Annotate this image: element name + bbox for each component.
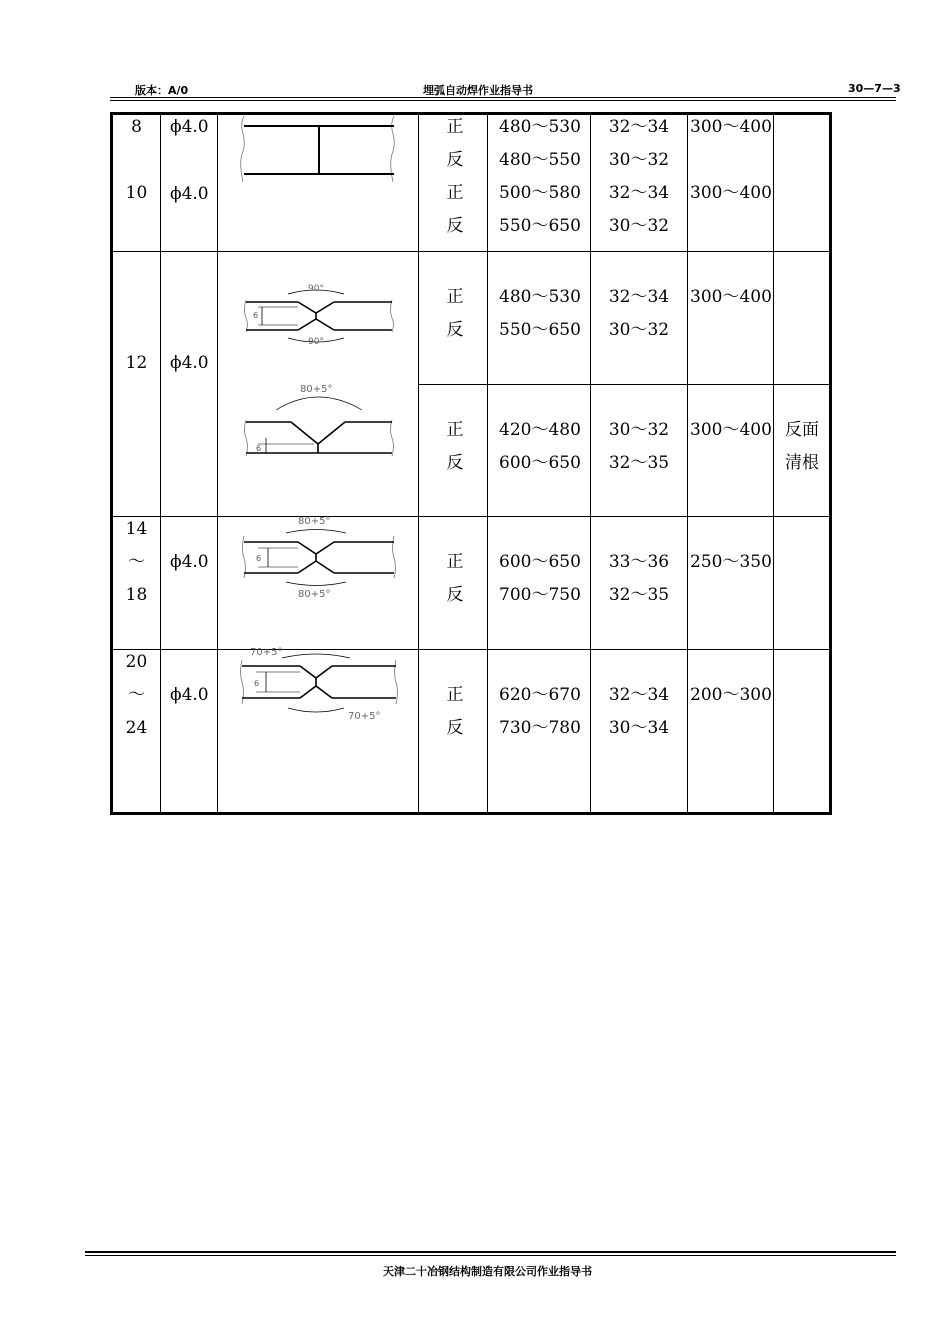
groove-angle-label: 80+5° (300, 384, 333, 395)
groove-angle-label: 90° (308, 337, 324, 347)
current-cell: 600～650 (499, 552, 581, 572)
side-cell: 正 (446, 420, 464, 440)
note-cell: 反面 (785, 420, 819, 440)
double-v-groove-diagram (236, 280, 406, 350)
column-divider (418, 115, 419, 812)
thickness-cell: 10 (125, 183, 148, 203)
thickness-cell: 18 (125, 585, 148, 605)
wire-diameter-cell: ϕ4.0 (170, 353, 209, 373)
column-divider (160, 115, 161, 812)
voltage-cell: 30～32 (608, 420, 670, 440)
side-cell: 反 (446, 150, 464, 170)
row-divider (113, 516, 829, 517)
voltage-cell: 32～35 (608, 585, 670, 605)
side-cell: 正 (446, 685, 464, 705)
row-divider (113, 649, 829, 650)
column-divider (687, 115, 688, 812)
footer-rule (85, 1251, 896, 1253)
side-cell: 反 (446, 216, 464, 236)
thickness-cell: ～ (128, 685, 145, 705)
side-cell: 反 (446, 718, 464, 738)
current-cell: 550～650 (499, 320, 581, 340)
speed-cell: 300～400 (690, 183, 772, 203)
current-cell: 480～530 (499, 117, 581, 137)
side-cell: 正 (446, 552, 464, 572)
voltage-cell: 32～34 (608, 183, 670, 203)
voltage-cell: 30～32 (608, 216, 670, 236)
header-title: 埋弧自动焊作业指导书 (423, 84, 533, 97)
current-cell: 420～480 (499, 420, 581, 440)
header-version: 版本：A/0 (135, 84, 189, 97)
side-cell: 反 (446, 585, 464, 605)
dimension-label: 6 (256, 554, 262, 563)
voltage-cell: 33～36 (608, 552, 670, 572)
thickness-cell: 12 (125, 353, 148, 373)
side-cell: 正 (446, 183, 464, 203)
header-rule (110, 100, 896, 101)
groove-angle-label: 70+5° (250, 647, 283, 658)
header-rule (110, 97, 896, 98)
footer-company: 天津二十冶钢结构制造有限公司作业指导书 (383, 1265, 592, 1278)
wire-diameter-cell: ϕ4.0 (170, 552, 209, 572)
thickness-cell: 24 (125, 718, 148, 738)
groove-angle-label: 80+5° (298, 589, 331, 600)
wire-diameter-cell: ϕ4.0 (170, 117, 209, 137)
voltage-cell: 30～32 (608, 320, 670, 340)
footer-rule (85, 1255, 896, 1256)
speed-cell: 200～300 (690, 685, 772, 705)
thickness-cell: 20 (125, 652, 148, 672)
dimension-label: 6 (254, 679, 260, 688)
voltage-cell: 32～35 (608, 453, 670, 473)
voltage-cell: 32～34 (608, 117, 670, 137)
current-cell: 480～530 (499, 287, 581, 307)
thickness-cell: ～ (128, 552, 145, 572)
row-divider (113, 251, 829, 252)
single-v-groove-diagram (236, 382, 406, 472)
current-cell: 730～780 (499, 718, 581, 738)
current-cell: 700～750 (499, 585, 581, 605)
side-cell: 反 (446, 320, 464, 340)
note-cell: 清根 (785, 453, 819, 473)
groove-angle-label: 90° (308, 284, 324, 294)
groove-angle-label: 70+5° (348, 711, 381, 722)
butt-joint-diagram (230, 114, 410, 184)
thickness-cell: 8 (131, 117, 142, 137)
speed-cell: 250～350 (690, 552, 772, 572)
wire-diameter-cell: ϕ4.0 (170, 685, 209, 705)
voltage-cell: 32～34 (608, 287, 670, 307)
groove-angle-label: 80+5° (298, 516, 331, 527)
current-cell: 480～550 (499, 150, 581, 170)
column-divider (217, 115, 218, 812)
current-cell: 620～670 (499, 685, 581, 705)
dimension-label: 6 (253, 311, 259, 320)
dimension-label: 6 (256, 444, 262, 453)
double-v-groove-diagram (236, 514, 406, 604)
voltage-cell: 30～32 (608, 150, 670, 170)
current-cell: 500～580 (499, 183, 581, 203)
side-cell: 正 (446, 117, 464, 137)
speed-cell: 300～400 (690, 420, 772, 440)
current-cell: 600～650 (499, 453, 581, 473)
speed-cell: 300～400 (690, 117, 772, 137)
double-v-groove-diagram (236, 646, 406, 726)
speed-cell: 300～400 (690, 287, 772, 307)
side-cell: 反 (446, 453, 464, 473)
current-cell: 550～650 (499, 216, 581, 236)
header-doc-number: 30—7—3 (848, 82, 901, 95)
thickness-cell: 14 (125, 519, 148, 539)
voltage-cell: 32～34 (608, 685, 670, 705)
side-cell: 正 (446, 287, 464, 307)
voltage-cell: 30～34 (608, 718, 670, 738)
row-divider (418, 384, 829, 385)
wire-diameter-cell: ϕ4.0 (170, 184, 209, 204)
